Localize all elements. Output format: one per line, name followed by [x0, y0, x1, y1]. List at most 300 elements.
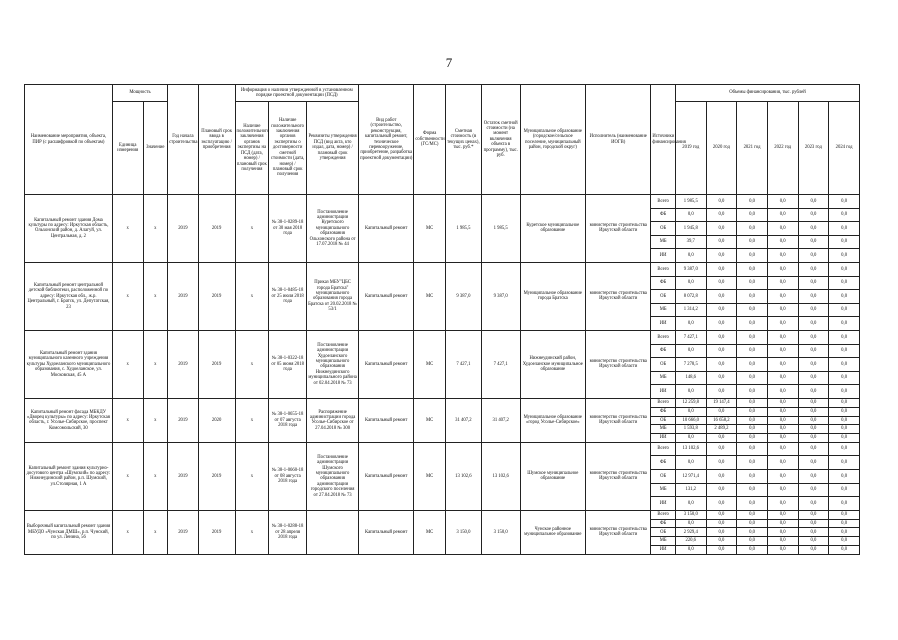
ownership-cell: МС — [414, 442, 446, 510]
plan-year-cell: 2020 — [198, 398, 235, 442]
funding-value: 7 427,1 — [675, 330, 706, 344]
table-row — [25, 330, 860, 344]
funding-value: 12 259,8 — [675, 398, 706, 407]
funding-value: 0,0 — [675, 434, 706, 443]
funding-value: 1 945,8 — [675, 222, 706, 236]
value-cell: х — [143, 398, 168, 442]
funding-source-label: ФБ — [651, 456, 676, 470]
funding-value: 0,0 — [829, 330, 860, 344]
funding-value: 0,0 — [737, 510, 768, 519]
funding-value: 0,0 — [675, 317, 706, 331]
psd-positive-cell: х — [235, 262, 269, 330]
funding-value: 0,0 — [798, 546, 829, 555]
funding-value: 0,0 — [767, 442, 798, 456]
funding-value: 0,0 — [798, 249, 829, 263]
funding-value: 0,0 — [737, 317, 768, 331]
table-row — [25, 398, 860, 407]
header-psd-requisites: Реквизиты утверждения ПСД (вид акта, кто издал, дата, номер) / плановый срок утверждения — [307, 102, 359, 195]
funding-value: 0,0 — [706, 528, 737, 537]
funding-value: 0,0 — [798, 497, 829, 511]
table-body — [25, 195, 860, 555]
funding-value: 0,0 — [798, 537, 829, 546]
funding-value: 19 147,4 — [706, 398, 737, 407]
funding-value: 0,0 — [798, 290, 829, 304]
funding-value: 0,0 — [737, 235, 768, 249]
psd-positive-cell: х — [235, 398, 269, 442]
funding-value: 0,0 — [829, 456, 860, 470]
funding-value: 0,0 — [829, 385, 860, 399]
municipality-cell: Нижнеудинский район, Худоеланское муниципальное образование — [520, 330, 585, 398]
funding-value: 0,0 — [706, 290, 737, 304]
funding-value: 0,0 — [829, 442, 860, 456]
psd-requisites-cell — [307, 510, 359, 554]
object-name: Капитальный ремонт здания муниципального казенного учреждения культуры Худоеланского муниципального образования, с. Худоеланское, ул. Московская, 45 А — [25, 330, 113, 398]
funding-value: 0,0 — [737, 519, 768, 528]
funding-value: 0,0 — [767, 303, 798, 317]
funding-source-label: ОБ — [651, 358, 676, 372]
funding-value: 0,0 — [737, 249, 768, 263]
funding-source-label: Всего — [651, 195, 676, 209]
funding-value: 0,0 — [706, 330, 737, 344]
funding-value: 0,0 — [767, 425, 798, 434]
funding-value: 8 072,8 — [675, 290, 706, 304]
psd-cost-cell: № 38-1-0485-18 от 25 июля 2018 года — [269, 262, 307, 330]
funding-value: 0,0 — [737, 470, 768, 484]
header-year-2024: 2024 год — [829, 102, 860, 195]
estimated-cost-cell: 9 387,0 — [446, 262, 482, 330]
remaining-cost-cell: 31 407,2 — [481, 398, 520, 442]
header-work-type: Вид работ (строительство, реконструкция, капитальный ремонт, техническое перевооружение, приобретение, разработка проектной документации) — [359, 85, 414, 195]
remaining-cost-cell: 1 985,5 — [481, 195, 520, 263]
plan-year-cell: 2019 — [198, 442, 235, 510]
funding-source-label: ОБ — [651, 290, 676, 304]
funding-source-label: МБ — [651, 425, 676, 434]
funding-source-label: ФБ — [651, 344, 676, 358]
funding-value: 0,0 — [767, 497, 798, 511]
funding-value: 0,0 — [829, 528, 860, 537]
funding-value: 0,0 — [706, 208, 737, 222]
funding-value: 16 658,2 — [706, 416, 737, 425]
funding-value: 220,6 — [675, 537, 706, 546]
funding-value: 0,0 — [706, 456, 737, 470]
funding-value: 0,0 — [706, 358, 737, 372]
funding-value: 0,0 — [675, 407, 706, 416]
funding-value: 0,0 — [798, 398, 829, 407]
header-year-2023: 2023 год — [798, 102, 829, 195]
funding-source-label: МБ — [651, 303, 676, 317]
funding-value: 0,0 — [767, 385, 798, 399]
header-funding: Объемы финансирования, тыс. рублей — [675, 85, 859, 102]
header-psd-cost: Наличие положительного заключения органов экспертизы о достоверности сметной стоимости (дата, номер) / плановый срок получения — [269, 102, 307, 195]
psd-requisites-cell: Распоряжение администрации города Усолье-Сибирское от 27.04.2018 № 300 — [307, 398, 359, 442]
investment-program-table — [24, 84, 860, 555]
funding-value: 0,0 — [829, 546, 860, 555]
funding-value: 0,0 — [767, 398, 798, 407]
ownership-cell: МС — [414, 398, 446, 442]
unit-cell: х — [112, 195, 143, 263]
funding-value: 1 314,2 — [675, 303, 706, 317]
psd-requisites-cell: Постановление администрации Шумского муниципального образования администрации городского поселения от 27.04.2018 № 73 — [307, 442, 359, 510]
funding-value: 0,0 — [675, 276, 706, 290]
start-year-cell: 2019 — [168, 330, 199, 398]
funding-value: 0,0 — [798, 317, 829, 331]
funding-value: 0,0 — [829, 407, 860, 416]
funding-value: 0,0 — [798, 344, 829, 358]
funding-value: 0,0 — [798, 510, 829, 519]
funding-source-label: ИИ — [651, 385, 676, 399]
funding-value: 0,0 — [829, 249, 860, 263]
work-type-cell: Капитальный ремонт — [359, 510, 414, 554]
funding-value: 0,0 — [798, 222, 829, 236]
unit-cell: х — [112, 442, 143, 510]
funding-value: 0,0 — [829, 195, 860, 209]
object-name: Капитальный ремонт фасада МБКДУ «Дворец культуры» по адресу: Иркутская область, г. Усолье-Сибирское, проспект Комсомольский, 30 — [25, 398, 113, 442]
plan-year-cell: 2019 — [198, 262, 235, 330]
municipality-cell: Муниципальное образование «город Усолье-Сибирское» — [520, 398, 585, 442]
ownership-cell: МС — [414, 330, 446, 398]
funding-value: 0,0 — [767, 249, 798, 263]
start-year-cell: 2019 — [168, 195, 199, 263]
funding-value: 0,0 — [706, 385, 737, 399]
executor-cell: министерство строительства Иркутской области — [586, 510, 651, 554]
funding-source-label: ИИ — [651, 317, 676, 331]
start-year-cell: 2019 — [168, 262, 199, 330]
funding-source-label: ИИ — [651, 249, 676, 263]
funding-value: 2 929,4 — [675, 528, 706, 537]
funding-value: 0,0 — [767, 222, 798, 236]
funding-value: 0,0 — [706, 317, 737, 331]
funding-source-label: Всего — [651, 442, 676, 456]
funding-source-label: ФБ — [651, 407, 676, 416]
psd-positive-cell: х — [235, 510, 269, 554]
funding-source-label: МБ — [651, 537, 676, 546]
funding-value: 2 489,2 — [706, 425, 737, 434]
funding-value: 0,0 — [737, 537, 768, 546]
funding-value: 0,0 — [798, 442, 829, 456]
funding-value: 0,0 — [829, 398, 860, 407]
funding-source-label: ИИ — [651, 434, 676, 443]
funding-value: 0,0 — [829, 262, 860, 276]
psd-requisites-cell: Постановление администрации Худоеланского муниципального образования Нижнеудинского муниципального района от 02.04.2018 № 73 — [307, 330, 359, 398]
funding-value: 0,0 — [798, 371, 829, 385]
estimated-cost-cell: 1 985,5 — [446, 195, 482, 263]
value-cell: х — [143, 195, 168, 263]
funding-source-label: МБ — [651, 371, 676, 385]
funding-value: 1 985,5 — [675, 195, 706, 209]
funding-value: 0,0 — [737, 434, 768, 443]
funding-value: 0,0 — [829, 497, 860, 511]
funding-value: 12 971,4 — [675, 470, 706, 484]
funding-value: 10 666,0 — [675, 416, 706, 425]
funding-source-label: ФБ — [651, 208, 676, 222]
funding-value: 0,0 — [829, 371, 860, 385]
object-name: Капитальный ремонт здания Дома культуры по адресу: Иркутская область, Ольхонский район, д. Алагуй, ул. Центральная, д. 2 — [25, 195, 113, 263]
value-cell: х — [143, 510, 168, 554]
funding-value: 0,0 — [829, 434, 860, 443]
funding-value: 0,0 — [798, 434, 829, 443]
executor-cell: министерство строительства Иркутской области — [586, 330, 651, 398]
start-year-cell: 2019 — [168, 442, 199, 510]
header-municipality: Муниципальное образование (городское/сельское поселение, муниципальный район, городской округ) — [520, 85, 585, 195]
funding-value: 0,0 — [829, 483, 860, 497]
funding-value: 0,0 — [737, 344, 768, 358]
psd-requisites-cell: Приказ МБУ"ЦБС города Братска" муниципального образования города Братска от 20.02.2018 № 53/1 — [307, 262, 359, 330]
value-cell: х — [143, 442, 168, 510]
executor-cell: министерство строительства Иркутской области — [586, 398, 651, 442]
estimated-cost-cell: 13 102,6 — [446, 442, 482, 510]
psd-cost-cell: № 38-1-0660-18 от 08 августа 2018 года — [269, 442, 307, 510]
funding-value: 0,0 — [767, 528, 798, 537]
funding-value: 0,0 — [737, 276, 768, 290]
funding-value: 0,0 — [706, 262, 737, 276]
funding-value: 0,0 — [737, 385, 768, 399]
funding-value: 0,0 — [737, 195, 768, 209]
funding-value: 0,0 — [767, 208, 798, 222]
psd-requisites-cell: Постановление администрации Куретского муниципального образования Ольхонского района от 17.07.2018 № 44 — [307, 195, 359, 263]
funding-value: 0,0 — [675, 497, 706, 511]
funding-source-label: ОБ — [651, 416, 676, 425]
funding-source-label: ОБ — [651, 528, 676, 537]
plan-year-cell: 2019 — [198, 195, 235, 263]
funding-value: 0,0 — [737, 371, 768, 385]
funding-value: 0,0 — [767, 510, 798, 519]
funding-value: 0,0 — [798, 235, 829, 249]
header-sources: Источники финансирования — [651, 85, 676, 195]
funding-value: 0,0 — [798, 262, 829, 276]
funding-source-label: Всего — [651, 262, 676, 276]
funding-value: 0,0 — [706, 195, 737, 209]
funding-value: 0,0 — [767, 195, 798, 209]
header-estimated-cost: Сметная стоимость (в текущих ценах), тыс. руб.* — [446, 85, 482, 195]
table-row — [25, 262, 860, 276]
executor-cell: министерство строительства Иркутской области — [586, 195, 651, 263]
estimated-cost-cell: 31 407,2 — [446, 398, 482, 442]
funding-value: 0,0 — [706, 303, 737, 317]
start-year-cell: 2019 — [168, 398, 199, 442]
psd-cost-cell: № 38-1-0655-18 от 07 августа 2018 года — [269, 398, 307, 442]
funding-value: 0,0 — [767, 483, 798, 497]
funding-value: 0,0 — [737, 398, 768, 407]
funding-value: 148,6 — [675, 371, 706, 385]
funding-value: 131,2 — [675, 483, 706, 497]
funding-value: 0,0 — [767, 434, 798, 443]
header-value: Значение — [143, 102, 168, 195]
funding-value: 0,0 — [829, 344, 860, 358]
table-row — [25, 510, 860, 519]
work-type-cell: Капитальный ремонт — [359, 195, 414, 263]
funding-value: 0,0 — [675, 546, 706, 555]
funding-value: 0,0 — [737, 442, 768, 456]
value-cell: х — [143, 330, 168, 398]
funding-value: 0,0 — [706, 407, 737, 416]
psd-cost-cell: № 38-1-0322-18 от 05 июня 2018 года — [269, 330, 307, 398]
funding-value: 0,0 — [798, 385, 829, 399]
funding-value: 0,0 — [737, 528, 768, 537]
funding-source-label: ИИ — [651, 497, 676, 511]
psd-cost-cell: № 38-1-0288-18 от 28 апреля 2018 года — [269, 510, 307, 554]
remaining-cost-cell: 7 427,1 — [481, 330, 520, 398]
work-type-cell: Капитальный ремонт — [359, 442, 414, 510]
funding-value: 0,0 — [767, 371, 798, 385]
funding-value: 0,0 — [675, 344, 706, 358]
value-cell: х — [143, 262, 168, 330]
header-capacity: Мощность — [112, 85, 167, 102]
header-executor: Исполнитель (наименование ИОГВ) — [586, 85, 651, 195]
funding-value: 39,7 — [675, 235, 706, 249]
funding-value: 0,0 — [706, 497, 737, 511]
funding-value: 0,0 — [737, 290, 768, 304]
executor-cell: министерство строительства Иркутской области — [586, 442, 651, 510]
object-name: Капитальный ремонт центральной детской библиотеки, расположенной по адресу: Иркутская обл., ж.р. Центральный, г. Братск, ул. Депутатская, 23 — [25, 262, 113, 330]
funding-value: 0,0 — [767, 344, 798, 358]
funding-value: 0,0 — [706, 519, 737, 528]
psd-positive-cell: х — [235, 330, 269, 398]
funding-value: 0,0 — [706, 434, 737, 443]
funding-value: 0,0 — [798, 330, 829, 344]
funding-source-label: Всего — [651, 330, 676, 344]
object-name: Выборочный капитальный ремонт здания МБУДО «Чунская ДМШ», р.п. Чунский, по ул. Ленина, 56 — [25, 510, 113, 554]
funding-value: 0,0 — [798, 519, 829, 528]
funding-value: 0,0 — [737, 456, 768, 470]
funding-value: 0,0 — [798, 483, 829, 497]
funding-value: 0,0 — [767, 290, 798, 304]
funding-value: 0,0 — [798, 416, 829, 425]
estimated-cost-cell: 7 427,1 — [446, 330, 482, 398]
funding-value: 0,0 — [737, 416, 768, 425]
municipality-cell: Муниципальное образование города Братска — [520, 262, 585, 330]
funding-value: 13 102,6 — [675, 442, 706, 456]
funding-value: 0,0 — [706, 483, 737, 497]
psd-positive-cell: х — [235, 195, 269, 263]
funding-value: 0,0 — [798, 528, 829, 537]
funding-value: 0,0 — [706, 510, 737, 519]
object-name: Капитальный ремонт здания культурно-досугового центра «Шумский» по адресу: Нижнеудинский район, р.п. Шумский, ул.Столярная, 1 А — [25, 442, 113, 510]
funding-value: 0,0 — [767, 276, 798, 290]
page-number: 7 — [445, 55, 453, 70]
funding-value: 0,0 — [829, 425, 860, 434]
funding-value: 1 593,8 — [675, 425, 706, 434]
psd-cost-cell: № 38-1-0289-18 от 30 мая 2018 года — [269, 195, 307, 263]
funding-source-label: ОБ — [651, 470, 676, 484]
plan-year-cell: 2019 — [198, 330, 235, 398]
funding-value: 0,0 — [767, 235, 798, 249]
header-year-2021: 2021 год — [737, 102, 768, 195]
funding-value: 9 387,0 — [675, 262, 706, 276]
funding-value: 3 150,0 — [675, 510, 706, 519]
funding-value: 0,0 — [767, 546, 798, 555]
funding-source-label: МБ — [651, 483, 676, 497]
remaining-cost-cell: 9 387,0 — [481, 262, 520, 330]
funding-source-label: ОБ — [651, 222, 676, 236]
funding-value: 0,0 — [829, 470, 860, 484]
header-ownership: Форма собственности (ГС/МС) — [414, 85, 446, 195]
funding-source-label: ФБ — [651, 519, 676, 528]
funding-value: 0,0 — [737, 425, 768, 434]
unit-cell: х — [112, 398, 143, 442]
funding-value: 0,0 — [798, 276, 829, 290]
header-unit: Единица измерения — [112, 102, 143, 195]
funding-value: 0,0 — [737, 358, 768, 372]
funding-value: 0,0 — [798, 407, 829, 416]
funding-value: 0,0 — [737, 546, 768, 555]
funding-value: 0,0 — [798, 358, 829, 372]
funding-value: 0,0 — [767, 470, 798, 484]
funding-value: 0,0 — [706, 235, 737, 249]
funding-value: 0,0 — [737, 262, 768, 276]
header-year-2019: 2019 год — [675, 102, 706, 195]
funding-value: 0,0 — [829, 303, 860, 317]
header-plan-year: Плановый срок ввода в эксплуатацию / приобретения — [198, 85, 235, 195]
funding-value: 0,0 — [829, 222, 860, 236]
funding-value: 0,0 — [737, 222, 768, 236]
funding-value: 0,0 — [767, 407, 798, 416]
funding-value: 0,0 — [706, 537, 737, 546]
start-year-cell: 2019 — [168, 510, 199, 554]
funding-value: 0,0 — [767, 358, 798, 372]
unit-cell: х — [112, 510, 143, 554]
funding-value: 0,0 — [737, 208, 768, 222]
unit-cell: х — [112, 330, 143, 398]
funding-value: 0,0 — [737, 330, 768, 344]
municipality-cell: Чунское районное муниципальное образование — [520, 510, 585, 554]
funding-source-label: МБ — [651, 235, 676, 249]
funding-value: 0,0 — [706, 344, 737, 358]
work-type-cell: Капитальный ремонт — [359, 398, 414, 442]
funding-value: 0,0 — [767, 416, 798, 425]
header-psd-positive: Наличие положительного заключения органов экспертизы на ПСД (дата, номер) / плановый срок получения — [235, 102, 269, 195]
funding-source-label: ФБ — [651, 276, 676, 290]
remaining-cost-cell: 13 102,6 — [481, 442, 520, 510]
work-type-cell: Капитальный ремонт — [359, 262, 414, 330]
funding-value: 0,0 — [706, 276, 737, 290]
table-row — [25, 442, 860, 456]
funding-value: 0,0 — [737, 407, 768, 416]
funding-value: 0,0 — [737, 483, 768, 497]
funding-value: 7 278,5 — [675, 358, 706, 372]
psd-positive-cell: х — [235, 442, 269, 510]
funding-value: 0,0 — [675, 249, 706, 263]
funding-value: 0,0 — [767, 317, 798, 331]
funding-value: 0,0 — [829, 208, 860, 222]
executor-cell: министерство строительства Иркутской области — [586, 262, 651, 330]
funding-source-label: Всего — [651, 398, 676, 407]
funding-source-label: Всего — [651, 510, 676, 519]
funding-source-label: ИИ — [651, 546, 676, 555]
funding-value: 0,0 — [675, 456, 706, 470]
funding-value: 0,0 — [706, 546, 737, 555]
funding-value: 0,0 — [829, 510, 860, 519]
funding-value: 0,0 — [798, 470, 829, 484]
funding-value: 0,0 — [767, 519, 798, 528]
ownership-cell: МС — [414, 510, 446, 554]
funding-value: 0,0 — [829, 416, 860, 425]
header-year-2020: 2020 год — [706, 102, 737, 195]
header-psd-info: Информация о наличии утвержденной в установленном порядке проектной документации (ПСД) — [235, 85, 359, 102]
funding-value: 0,0 — [829, 276, 860, 290]
unit-cell: х — [112, 262, 143, 330]
funding-value: 0,0 — [798, 456, 829, 470]
funding-value: 0,0 — [767, 537, 798, 546]
funding-value: 0,0 — [706, 222, 737, 236]
header-start-year: Год начала строительства — [168, 85, 199, 195]
funding-value: 0,0 — [675, 208, 706, 222]
municipality-cell: Шумское муниципальное образование — [520, 442, 585, 510]
funding-value: 0,0 — [829, 317, 860, 331]
funding-value: 0,0 — [675, 385, 706, 399]
municipality-cell: Куретское муниципальное образование — [520, 195, 585, 263]
remaining-cost-cell: 3 150,0 — [481, 510, 520, 554]
funding-value: 0,0 — [829, 235, 860, 249]
